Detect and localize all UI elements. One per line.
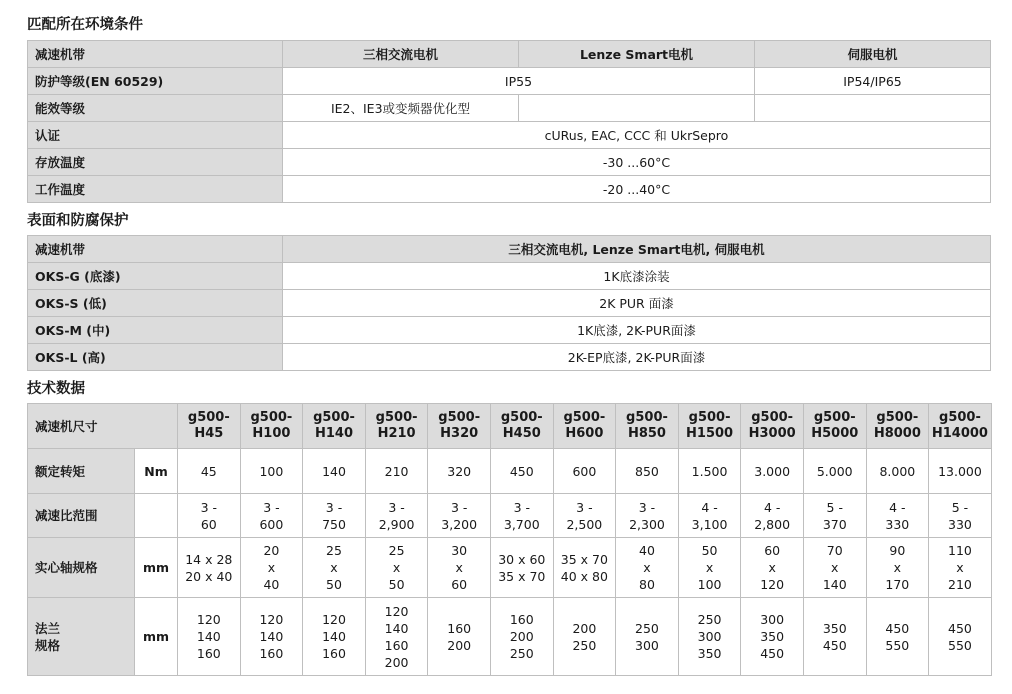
- env-row-cert: [28, 122, 991, 149]
- tech-cell: 70 x 140: [803, 538, 866, 598]
- env-cert-label: 认证: [28, 122, 283, 149]
- tech-cell: 3 - 750: [303, 494, 366, 538]
- tech-cell: 90 x 170: [866, 538, 929, 598]
- tech-cell: 850: [616, 449, 679, 494]
- tech-row-unit: [135, 494, 178, 538]
- tech-cell: 40 x 80: [616, 538, 679, 598]
- env-row-efficiency: [28, 95, 991, 122]
- tech-cell: 320: [428, 449, 491, 494]
- tech-cell: 110 x 210: [929, 538, 992, 598]
- tech-cell: 60 x 120: [741, 538, 804, 598]
- tech-cell: 450 550: [929, 598, 992, 676]
- tech-cell: 350 450: [803, 598, 866, 676]
- tech-cell: 4 - 2,800: [741, 494, 804, 538]
- env-header-label: 减速机带: [28, 41, 283, 68]
- env-row-storage: [28, 149, 991, 176]
- env-efficiency-empty-1: [519, 95, 755, 122]
- tech-row-label: 减速比范围: [28, 494, 135, 538]
- env-row-working: [28, 176, 991, 203]
- surface-header-label: 减速机带: [28, 236, 283, 263]
- surface-row-label: OKS-S (低): [28, 290, 283, 317]
- tech-cell: 5 - 370: [803, 494, 866, 538]
- surface-row-label: OKS-G (底漆): [28, 263, 283, 290]
- tech-size-header: g500- H320: [428, 404, 491, 449]
- env-col-ac-motor: 三相交流电机: [283, 41, 519, 68]
- tech-cell: 120 140 160: [303, 598, 366, 676]
- tech-table: [27, 403, 992, 676]
- surface-table: [27, 235, 991, 371]
- tech-cell: 200 250: [553, 598, 616, 676]
- surface-row-value: 1K底漆涂装: [283, 263, 991, 290]
- tech-size-header: g500- H3000: [741, 404, 804, 449]
- tech-cell: 250 300: [616, 598, 679, 676]
- env-efficiency-label: 能效等级: [28, 95, 283, 122]
- env-section-title: 匹配所在环境条件: [27, 17, 143, 33]
- tech-cell: 120 140 160 200: [365, 598, 428, 676]
- tech-cell: 3 - 3,200: [428, 494, 491, 538]
- tech-row-unit: mm: [135, 598, 178, 676]
- tech-cell: 3 - 600: [240, 494, 303, 538]
- tech-cell: 120 140 160: [178, 598, 241, 676]
- tech-cell: 600: [553, 449, 616, 494]
- env-header-row: [28, 41, 991, 68]
- tech-size-header: g500- H600: [553, 404, 616, 449]
- tech-size-header: g500- H1500: [678, 404, 741, 449]
- surface-row: [28, 317, 991, 344]
- tech-size-header: g500- H8000: [866, 404, 929, 449]
- tech-cell: 120 140 160: [240, 598, 303, 676]
- tech-cell: 250 300 350: [678, 598, 741, 676]
- tech-size-header: g500- H450: [490, 404, 553, 449]
- tech-cell: 35 x 70 40 x 80: [553, 538, 616, 598]
- env-col-smart-motor: Lenze Smart电机: [519, 41, 755, 68]
- env-working-label: 工作温度: [28, 176, 283, 203]
- env-col-servo-motor: 伺服电机: [755, 41, 991, 68]
- tech-cell: 3 - 60: [178, 494, 241, 538]
- tech-cell: 1.500: [678, 449, 741, 494]
- tech-cell: 13.000: [929, 449, 992, 494]
- tech-cell: 450 550: [866, 598, 929, 676]
- tech-header-label: 减速机尺寸: [28, 404, 178, 449]
- tech-cell: 3 - 3,700: [490, 494, 553, 538]
- surface-header-row: [28, 236, 991, 263]
- tech-row-label: 额定转矩: [28, 449, 135, 494]
- env-table: [27, 40, 991, 203]
- tech-cell: 20 x 40: [240, 538, 303, 598]
- tech-cell: 14 x 28 20 x 40: [178, 538, 241, 598]
- tech-cell: 3.000: [741, 449, 804, 494]
- tech-cell: 100: [240, 449, 303, 494]
- env-efficiency-empty-2: [755, 95, 991, 122]
- surface-row-value: 1K底漆, 2K-PUR面漆: [283, 317, 991, 344]
- tech-cell: 30 x 60 35 x 70: [490, 538, 553, 598]
- tech-cell: 140: [303, 449, 366, 494]
- tech-size-header: g500- H5000: [803, 404, 866, 449]
- tech-cell: 5.000: [803, 449, 866, 494]
- env-working-value: -20 ...40°C: [283, 176, 991, 203]
- surface-section-title: 表面和防腐保护: [27, 213, 129, 229]
- tech-header-row: [28, 404, 992, 449]
- tech-cell: 3 - 2,300: [616, 494, 679, 538]
- env-protection-ip55: IP55: [283, 68, 755, 95]
- tech-cell: 4 - 3,100: [678, 494, 741, 538]
- tech-cell: 3 - 2,900: [365, 494, 428, 538]
- tech-row-label: 法兰 规格: [28, 598, 135, 676]
- tech-cell: 160 200: [428, 598, 491, 676]
- tech-cell: 160 200 250: [490, 598, 553, 676]
- tech-cell: 25 x 50: [365, 538, 428, 598]
- surface-row-label: OKS-L (高): [28, 344, 283, 371]
- tech-row-unit: Nm: [135, 449, 178, 494]
- tech-cell: 210: [365, 449, 428, 494]
- tech-data-row: [28, 494, 992, 538]
- tech-section-title: 技术数据: [27, 381, 85, 397]
- tech-cell: 450: [490, 449, 553, 494]
- tech-size-header: g500- H100: [240, 404, 303, 449]
- tech-cell: 3 - 2,500: [553, 494, 616, 538]
- tech-data-row: [28, 449, 992, 494]
- tech-cell: 45: [178, 449, 241, 494]
- env-storage-value: -30 ...60°C: [283, 149, 991, 176]
- tech-cell: 25 x 50: [303, 538, 366, 598]
- env-efficiency-value: IE2、IE3或变频器优化型: [283, 95, 519, 122]
- tech-cell: 4 - 330: [866, 494, 929, 538]
- tech-data-row: [28, 598, 992, 676]
- tech-cell: 8.000: [866, 449, 929, 494]
- tech-cell: 30 x 60: [428, 538, 491, 598]
- surface-row: [28, 344, 991, 371]
- tech-size-header: g500- H14000: [929, 404, 992, 449]
- env-storage-label: 存放温度: [28, 149, 283, 176]
- tech-size-header: g500- H210: [365, 404, 428, 449]
- surface-header-value: 三相交流电机, Lenze Smart电机, 伺服电机: [283, 236, 991, 263]
- surface-row-value: 2K PUR 面漆: [283, 290, 991, 317]
- surface-row: [28, 263, 991, 290]
- tech-cell: 50 x 100: [678, 538, 741, 598]
- surface-row-label: OKS-M (中): [28, 317, 283, 344]
- env-protection-label: 防护等级(EN 60529): [28, 68, 283, 95]
- env-row-protection: [28, 68, 991, 95]
- surface-row: [28, 290, 991, 317]
- tech-cell: 5 - 330: [929, 494, 992, 538]
- env-cert-value: cURus, EAC, CCC 和 UkrSepro: [283, 122, 991, 149]
- tech-row-label: 实心轴规格: [28, 538, 135, 598]
- tech-cell: 300 350 450: [741, 598, 804, 676]
- tech-size-header: g500- H850: [616, 404, 679, 449]
- tech-data-row: [28, 538, 992, 598]
- tech-size-header: g500- H45: [178, 404, 241, 449]
- env-protection-ip54: IP54/IP65: [755, 68, 991, 95]
- tech-row-unit: mm: [135, 538, 178, 598]
- tech-size-header: g500- H140: [303, 404, 366, 449]
- surface-row-value: 2K-EP底漆, 2K-PUR面漆: [283, 344, 991, 371]
